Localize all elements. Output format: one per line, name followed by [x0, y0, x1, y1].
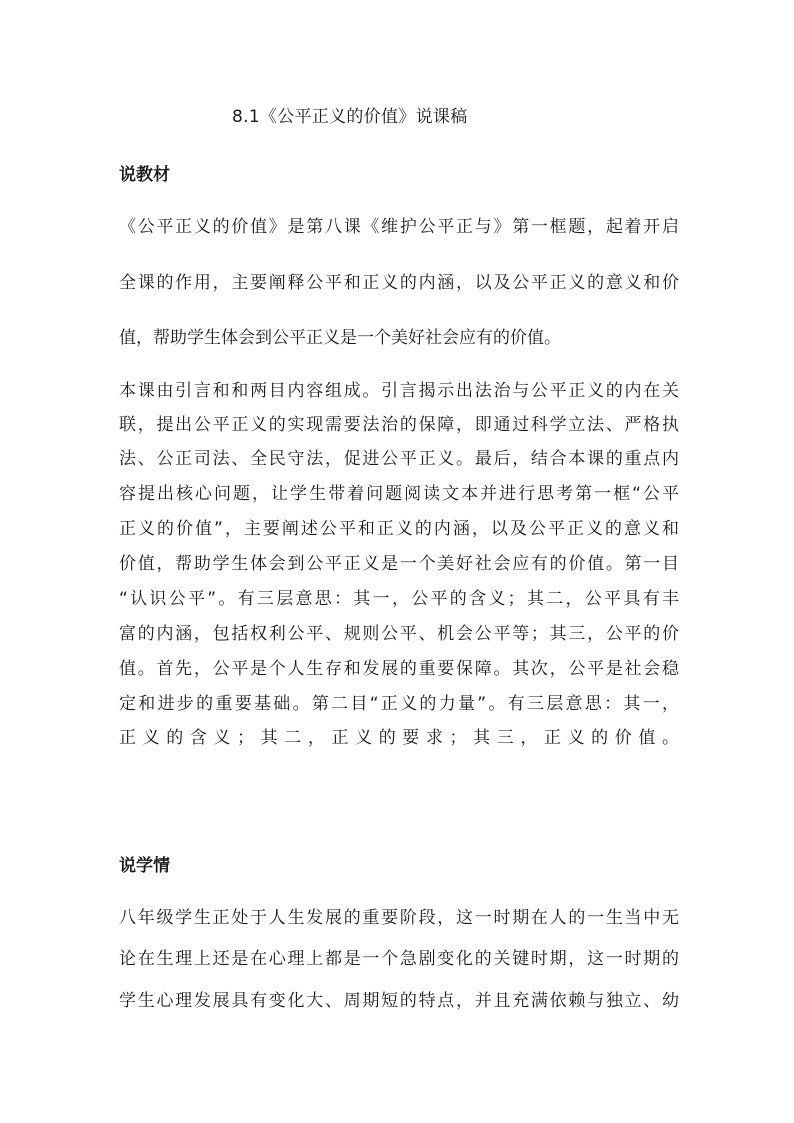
- section-heading-textbook: 说教材: [119, 165, 170, 185]
- paragraph-line: 《公平正义的价值》是第八课《维护公平正与》第一框题，起着开启: [119, 217, 679, 237]
- paragraph-line: [119, 795, 679, 821]
- paragraph-line: 联，提出公平正义的实现需要法治的保障，即通过科学立法、严格执: [119, 415, 679, 435]
- paragraph-line: 正义的价值”，主要阐述公平和正义的内涵，以及公平正义的意义和: [119, 519, 679, 539]
- paragraph-line: 价值，帮助学生体会到公平正义是一个美好社会应有的价值。第一目: [119, 554, 679, 574]
- paragraph-line: 正义的含义；其二，正义的要求；其三，正义的价值。: [119, 728, 679, 748]
- paragraph-line: “认识公平”。有三层意思：其一，公平的含义；其二，公平具有丰: [119, 589, 679, 609]
- paragraph-line: 值。首先，公平是个人生存和发展的重要保障。其次，公平是社会稳: [119, 659, 679, 679]
- paragraph-line: 富的内涵，包括权利公平、规则公平、机会公平等；其三，公平的价: [119, 624, 679, 644]
- paragraph-line: 论在生理上还是在心理上都是一个急剧变化的关键时期，这一时期的: [119, 949, 679, 969]
- paragraph-line: 八年级学生正处于人生发展的重要阶段，这一时期在人的一生当中无: [119, 908, 679, 928]
- section-heading-students: 说学情: [119, 856, 170, 876]
- paragraph-line: 定和进步的重要基础。第二目“正义的力量”。有三层意思：其一，: [119, 694, 679, 714]
- paragraph-line: [119, 760, 679, 786]
- paragraph-line: 法、公正司法、全民守法，促进公平正义。最后，结合本课的重点内: [119, 449, 679, 469]
- paragraph-line: 容提出核心问题，让学生带着问题阅读文本并进行思考第一框“公平: [119, 484, 679, 504]
- paragraph-line: 学生心理发展具有变化大、周期短的特点，并且充满依赖与独立、幼: [119, 991, 679, 1011]
- paragraph-line: 值，帮助学生体会到公平正义是一个美好社会应有的价值。: [119, 328, 561, 348]
- paragraph-line: 本课由引言和和两目内容组成。引言揭示出法治与公平正义的内在关: [119, 381, 679, 401]
- document-title: 8.1《公平正义的价值》说课稿: [232, 107, 468, 127]
- paragraph-line: 全课的作用，主要阐释公平和正义的内涵，以及公平正义的意义和价: [119, 273, 679, 293]
